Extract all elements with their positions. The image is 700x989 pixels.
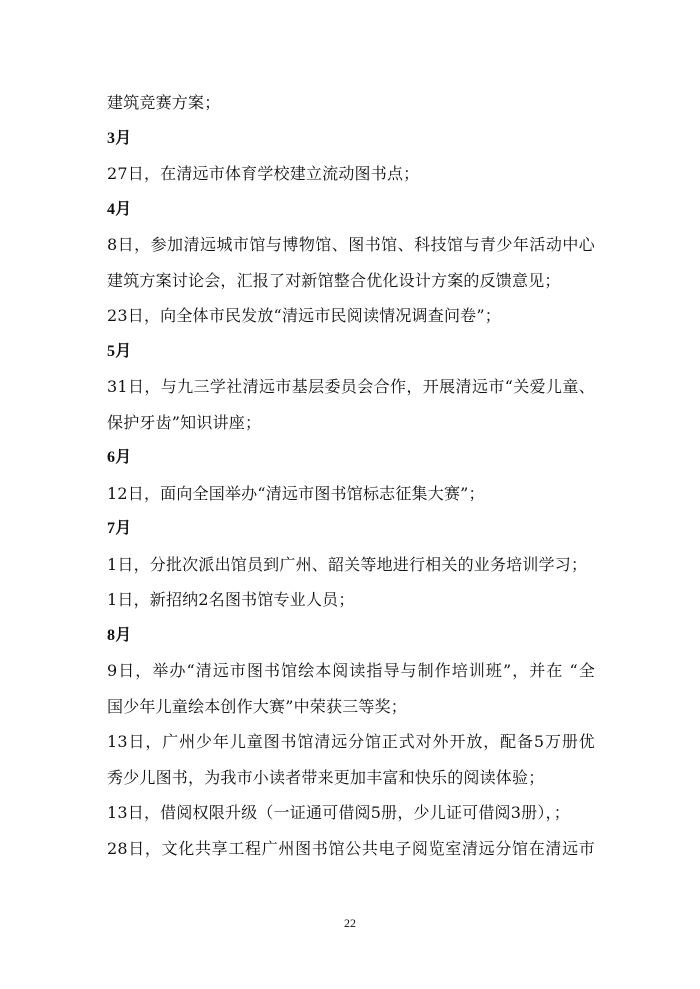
text-line: 28日，文化共享工程广州图书馆公共电子阅览室清远分馆在清远市	[107, 838, 595, 858]
text-line: 1日，分批次派出馆员到广州、韶关等地进行相关的业务培训学习；	[107, 554, 588, 574]
month-heading: 8月	[107, 626, 132, 644]
text-line: 建筑方案讨论会，汇报了对新馆整合优化设计方案的反馈意见；	[107, 270, 561, 290]
month-heading: 7月	[107, 520, 132, 537]
month-heading: 4月	[107, 200, 132, 218]
page-number: 22	[344, 916, 356, 930]
text-line: 国少年儿童绘本创作大赛”中荣获三等奖；	[107, 696, 407, 716]
text-line: 31日，与九三学社清远市基层委员会合作，开展清远市“关爱儿童、	[107, 377, 595, 396]
text-line: 保护牙齿”知识讲座；	[107, 412, 262, 432]
text-line: 建筑竞赛方案；	[107, 93, 221, 112]
text-line: 12日，面向全国举办“清远市图书馆标志征集大赛”；	[107, 483, 485, 503]
month-heading: 3月	[107, 129, 132, 147]
text-line: 秀少儿图书，为我市小读者带来更加丰富和快乐的阅读体验；	[107, 767, 545, 787]
text-line: 13日，借阅权限升级（一证通可借阅5册，少儿证可借阅3册），；	[107, 803, 570, 822]
text-line: 9日，举办“清远市图书馆绘本阅读指导与制作培训班”，并在 “全	[107, 661, 595, 680]
month-heading: 6月	[107, 449, 132, 466]
document-body	[107, 92, 595, 873]
text-line: 23日，向全体市民发放“清远市民阅读情况调查问卷”；	[107, 306, 501, 325]
text-line: 8日，参加清远城市馆与博物馆、图书馆、科技馆与青少年活动中心	[107, 235, 595, 254]
text-line: 27日，在清远市体育学校建立流动图书点；	[107, 164, 420, 183]
text-line: 1日，新招纳2名图书馆专业人员；	[107, 590, 355, 609]
month-heading: 5月	[107, 342, 132, 360]
text-line: 13日，广州少年儿童图书馆清远分馆正式对外开放，配备5万册优	[107, 732, 595, 751]
